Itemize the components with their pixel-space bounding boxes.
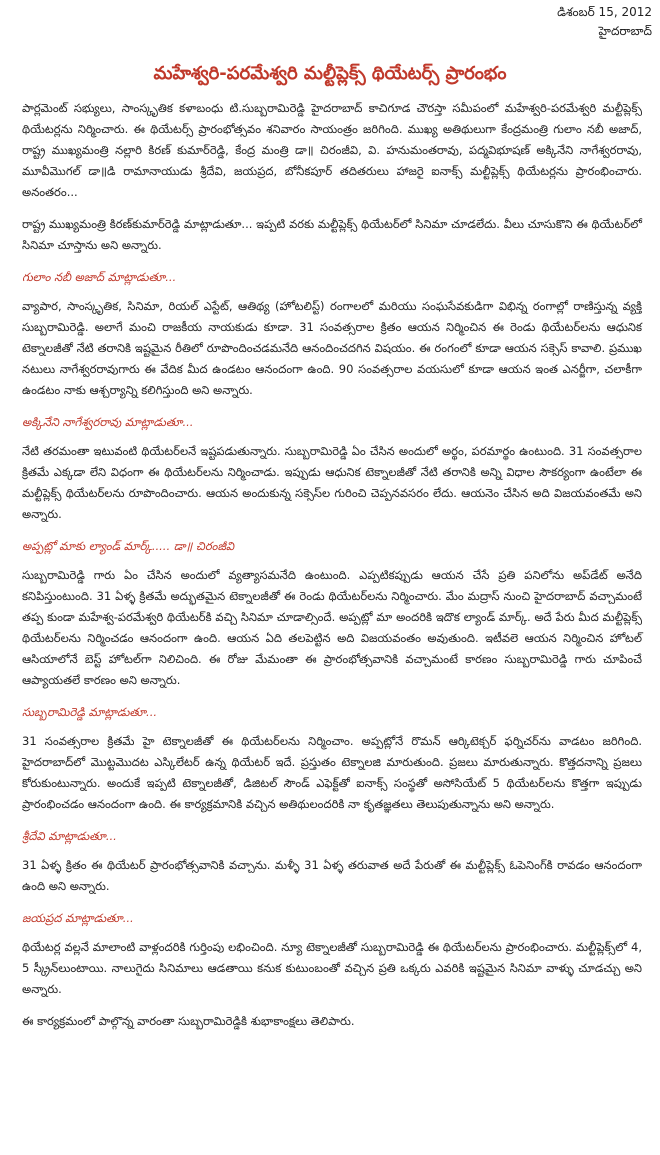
cm-paragraph: రాష్ట్ర ముఖ్యమంత్రి కిరణ్‌కుమార్‌రెడ్డి మాట్లాడుతూ... ఇప్పటి వరకు మల్టీప్లెక్స్ థియేటర్‌లో సినిమా చూడలేదు. వీలు చూసుకొని ఈ థియేటర్‌లో సినిమా చూస్తాను అని అన్నారు. <box>22 217 642 252</box>
section-heading-tsr: సుబ్బరామిరెడ్డి మాట్లాడుతూ... <box>22 705 158 719</box>
article-body <box>22 98 642 1043</box>
closing-paragraph: ఈ కార్యక్రమంలో పాల్గొన్న వారంతా సుబ్బరామిరెడ్డికి శుభాకాంక్షలు తెలిపారు. <box>22 1014 355 1028</box>
section-heading-jayaprada: జయప్రద మాట్లాడుతూ... <box>22 911 134 925</box>
sridevi-paragraph: 31 ఏళ్ళ క్రితం ఈ థియేటర్ ప్రారంభోత్సవానికి వచ్చాను. మళ్ళీ 31 ఏళ్ళ తరువాత అదే పేరుతో ఈ మల్టీప్లెక్స్ ఓపెనింగ్‌కి రావడం ఆనందంగా ఉంది అని అన్నారు. <box>22 858 642 893</box>
tsr-paragraph: 31 సంవత్సరాల క్రితమే హై టెక్నాలజీతో ఈ థియేటర్‌లను నిర్మించాం. అప్పట్లోనే రొమన్ ఆర్కిటెక్చర్ ఫర్నిచర్‌ను వాడటం జరిగింది. హైదరాబాద్‌లో మొట్టమొదట ఎస్కిలేటర్ ఉన్న థియేటర్ ఇదే. ప్రస్తుతం టెక్నాలజి మారుతుంది. ప్రజలు మారుతున్నారు. కొత్తదనాన్ని ప్రజలు కోరుకుంటున్నారు. అందుకే ఇప్పటి టెక్నాలజీతో, డిజిటల్ సౌండ్ ఎఫెక్ట్‌తో ఐనాక్స్ సంస్థతో అసోసియేట్ 5 థియేటర్‌లను కొత్తగా ఇప్పుడు ప్రారంభించడం ఆనందంగా ఉంది. ఈ కార్యక్రమానికి వచ్చిన అతిథులందరికి నా కృతజ్ఞతలు తెలుపుతున్నాను అని అన్నారు. <box>22 734 642 811</box>
section-heading-chiranjeevi: అప్పట్లో మాకు ల్యాండ్ మార్క్..... డా॥ చిరంజీవి <box>22 539 235 553</box>
chiranjeevi-paragraph: సుబ్బరామిరెడ్డి గారు ఏం చేసిన అందులో వ్యత్యాసమనేది ఉంటుంది. ఎప్పటికప్పుడు ఆయన చేసే ప్రతి పనిలోను అప్‌డేట్ అనేది కనిపిస్తుంటుంది. 31 ఏళ్ళ క్రితమే అద్భుతమైన టెక్నాలజీతో ఈ రెండు థియేటర్‌లను నిర్మించారు. మేం మద్రాస్ నుంచి హైదరాబాద్ వచ్చామంటే తప్ప కుండా మహేశ్వ-పరమేశ్వరి థియేటర్‌కి వచ్చి సినిమా చూడాల్సిందే. అప్పట్లో మా అందరికి ఇదొక ల్యాండ్ మార్క్. అదే పేరు మీద మల్టీప్లెక్స్ థియేటర్‌లను నిర్మించడం ఆనందంగా ఉంది. ఆయన ఏది తలపెట్టిన అది విజయవంతం అవుతుంది. ఇటీవలె ఆయన నిర్మించిన హోటల్ ఆసియాలోనే బెస్ట్ హోటల్‌గా నిలిచింది. ఈ రోజు మేమంతా ఈ ప్రారంభోత్సవానికి వచ్చామంటే కారణం సుబ్బరామిరెడ్డి గారు చూపించే ఆప్యాయతలే కారణం అని అన్నారు. <box>22 568 642 687</box>
anr-paragraph: నేటి తరమంతా ఇటువంటి థియేటర్‌లనే ఇష్టపడుతున్నారు. సుబ్బరామిరెడ్డి ఏం చేసిన అందులో అర్థం, పరమార్థం ఉంటుంది. 31 సంవత్సరాల క్రితమే ఎక్కడా లేని విధంగా ఈ థియేటర్‌లను నిర్మించాడు. ఇప్పుడు ఆధునిక టెక్నాలజీతో నేటి తరానికి అన్ని విధాల సౌకర్యంగా ఉంటేలా ఈ మల్టీప్లెక్స్ థియేటర్‌లను రూపొందించారు. ఆయన అందుకున్న సక్సెస్‌ల గురించి చెప్పనవసరం లేదు. ఆయనెం చేసిన అది విజయవంతమే అని అన్నారు. <box>22 444 642 521</box>
section-heading-anr: అక్కినేని నాగేశ్వరరావు మాట్లాడుతూ... <box>22 415 194 429</box>
article-title: మహేశ్వరి-పరమేశ్వరి మల్టీప్లెక్స్ థియేటర్స్ ప్రారంభం <box>153 62 507 84</box>
intro-paragraph: పార్లమెంట్ సభ్యులు, సాంస్కృతిక కళాబంధు టి.సుబ్బరామిరెడ్డి హైదరాబాద్ కాచిగూడ చౌరస్తా సమీపంలో మహేశ్వరి-పరమేశ్వరి మల్టీప్లెక్స్ థియేటర్లను నిర్మించారు. ఈ థియేటర్స్ ప్రారంభోత్సవం శనివారం సాయంత్రం జరిగింది. ముఖ్య అతిథులుగా కేంద్రమంత్రి గులాం నబీ అజాద్, రాష్ట్ర ముఖ్యమంత్రి నల్లారి కిరణ్ కుమార్‌రెడ్డి, కేంద్ర మంత్రి డా॥ చిరంజీవి, వి. హనుమంతరావు, పద్మవిభూషణ్ అక్కినేని నాగేశ్వరరావు, మూవీమొగల్ డా॥డి రామానాయుడు శ్రీదేవి, జయప్రద, బోనీకపూర్ తదితరులు హాజరై ఐనాక్స్ మల్టీప్లెక్స్ థియేటర్లను ప్రారంభించారు. అనంతరం... <box>22 101 642 199</box>
article-city: హైదరాబాద్ <box>598 24 652 38</box>
section-heading-sridevi: శ్రీదేవి మాట్లాడుతూ... <box>22 829 117 843</box>
section-heading-azad: గులాం నబీ అజాద్ మాట్లాడుతూ... <box>22 270 177 284</box>
article-date: డిశంబర్ 15, 2012 <box>557 5 652 19</box>
jayaprada-paragraph: థియేటర్ల వల్లనే మాలాంటి వాళ్లందరికి గుర్తింపు లభించింది. న్యూ టెక్నాలజీతో సుబ్బరామిరెడ్డి ఈ థియేటర్‌లను ప్రారంభించారు. మల్టీప్లెక్స్‌లో 4, 5 స్క్రీన్‌లుంటాయి. నాలుగైదు సినిమాలు ఆడతాయి కనుక కుటుంబంతో వచ్చిన ప్రతి ఒక్కరు ఎవరికి ఇష్టమైన సినిమా వాళ్ళు చూడచ్చు అని అన్నారు. <box>22 940 642 996</box>
azad-paragraph: వ్యాపార, సాంస్కృతిక, సినిమా, రియల్ ఎస్టేట్, ఆతిథ్య (హోటలిస్ట్) రంగాలలో మరియు సంఘసేవకుడిగా విభిన్న రంగాల్లో రాణిస్తున్న వ్యక్తి సుబ్బరామిరెడ్డి. అలాగే మంచి రాజకీయ నాయకుడు కూడా. 31 సంవత్సరాల క్రితం ఆయన నిర్మించిన ఈ రెండు థియేటర్‌లను ఆధునిక టెక్నాలజీతో నేటి తరానికి ఇష్టమైన రీతిలో రూపొందించడమనేది ఆనందించదగిన విషయం. ఈ రంగంలో కూడా ఆయన సక్సెస్ కావాలి. ప్రముఖ నటులు నాగేశ్వరరావుగారు ఈ వేదిక మీద ఉండటం ఆనందంగా ఉంది. 90 సంవత్సరాల వయసులో కూడా ఆయన ఇంత ఎనర్జీగా, చలాకీగా ఉండటం నాకు ఆశ్చర్యాన్ని కలిగిస్తుంది అని అన్నారు. <box>22 299 642 397</box>
